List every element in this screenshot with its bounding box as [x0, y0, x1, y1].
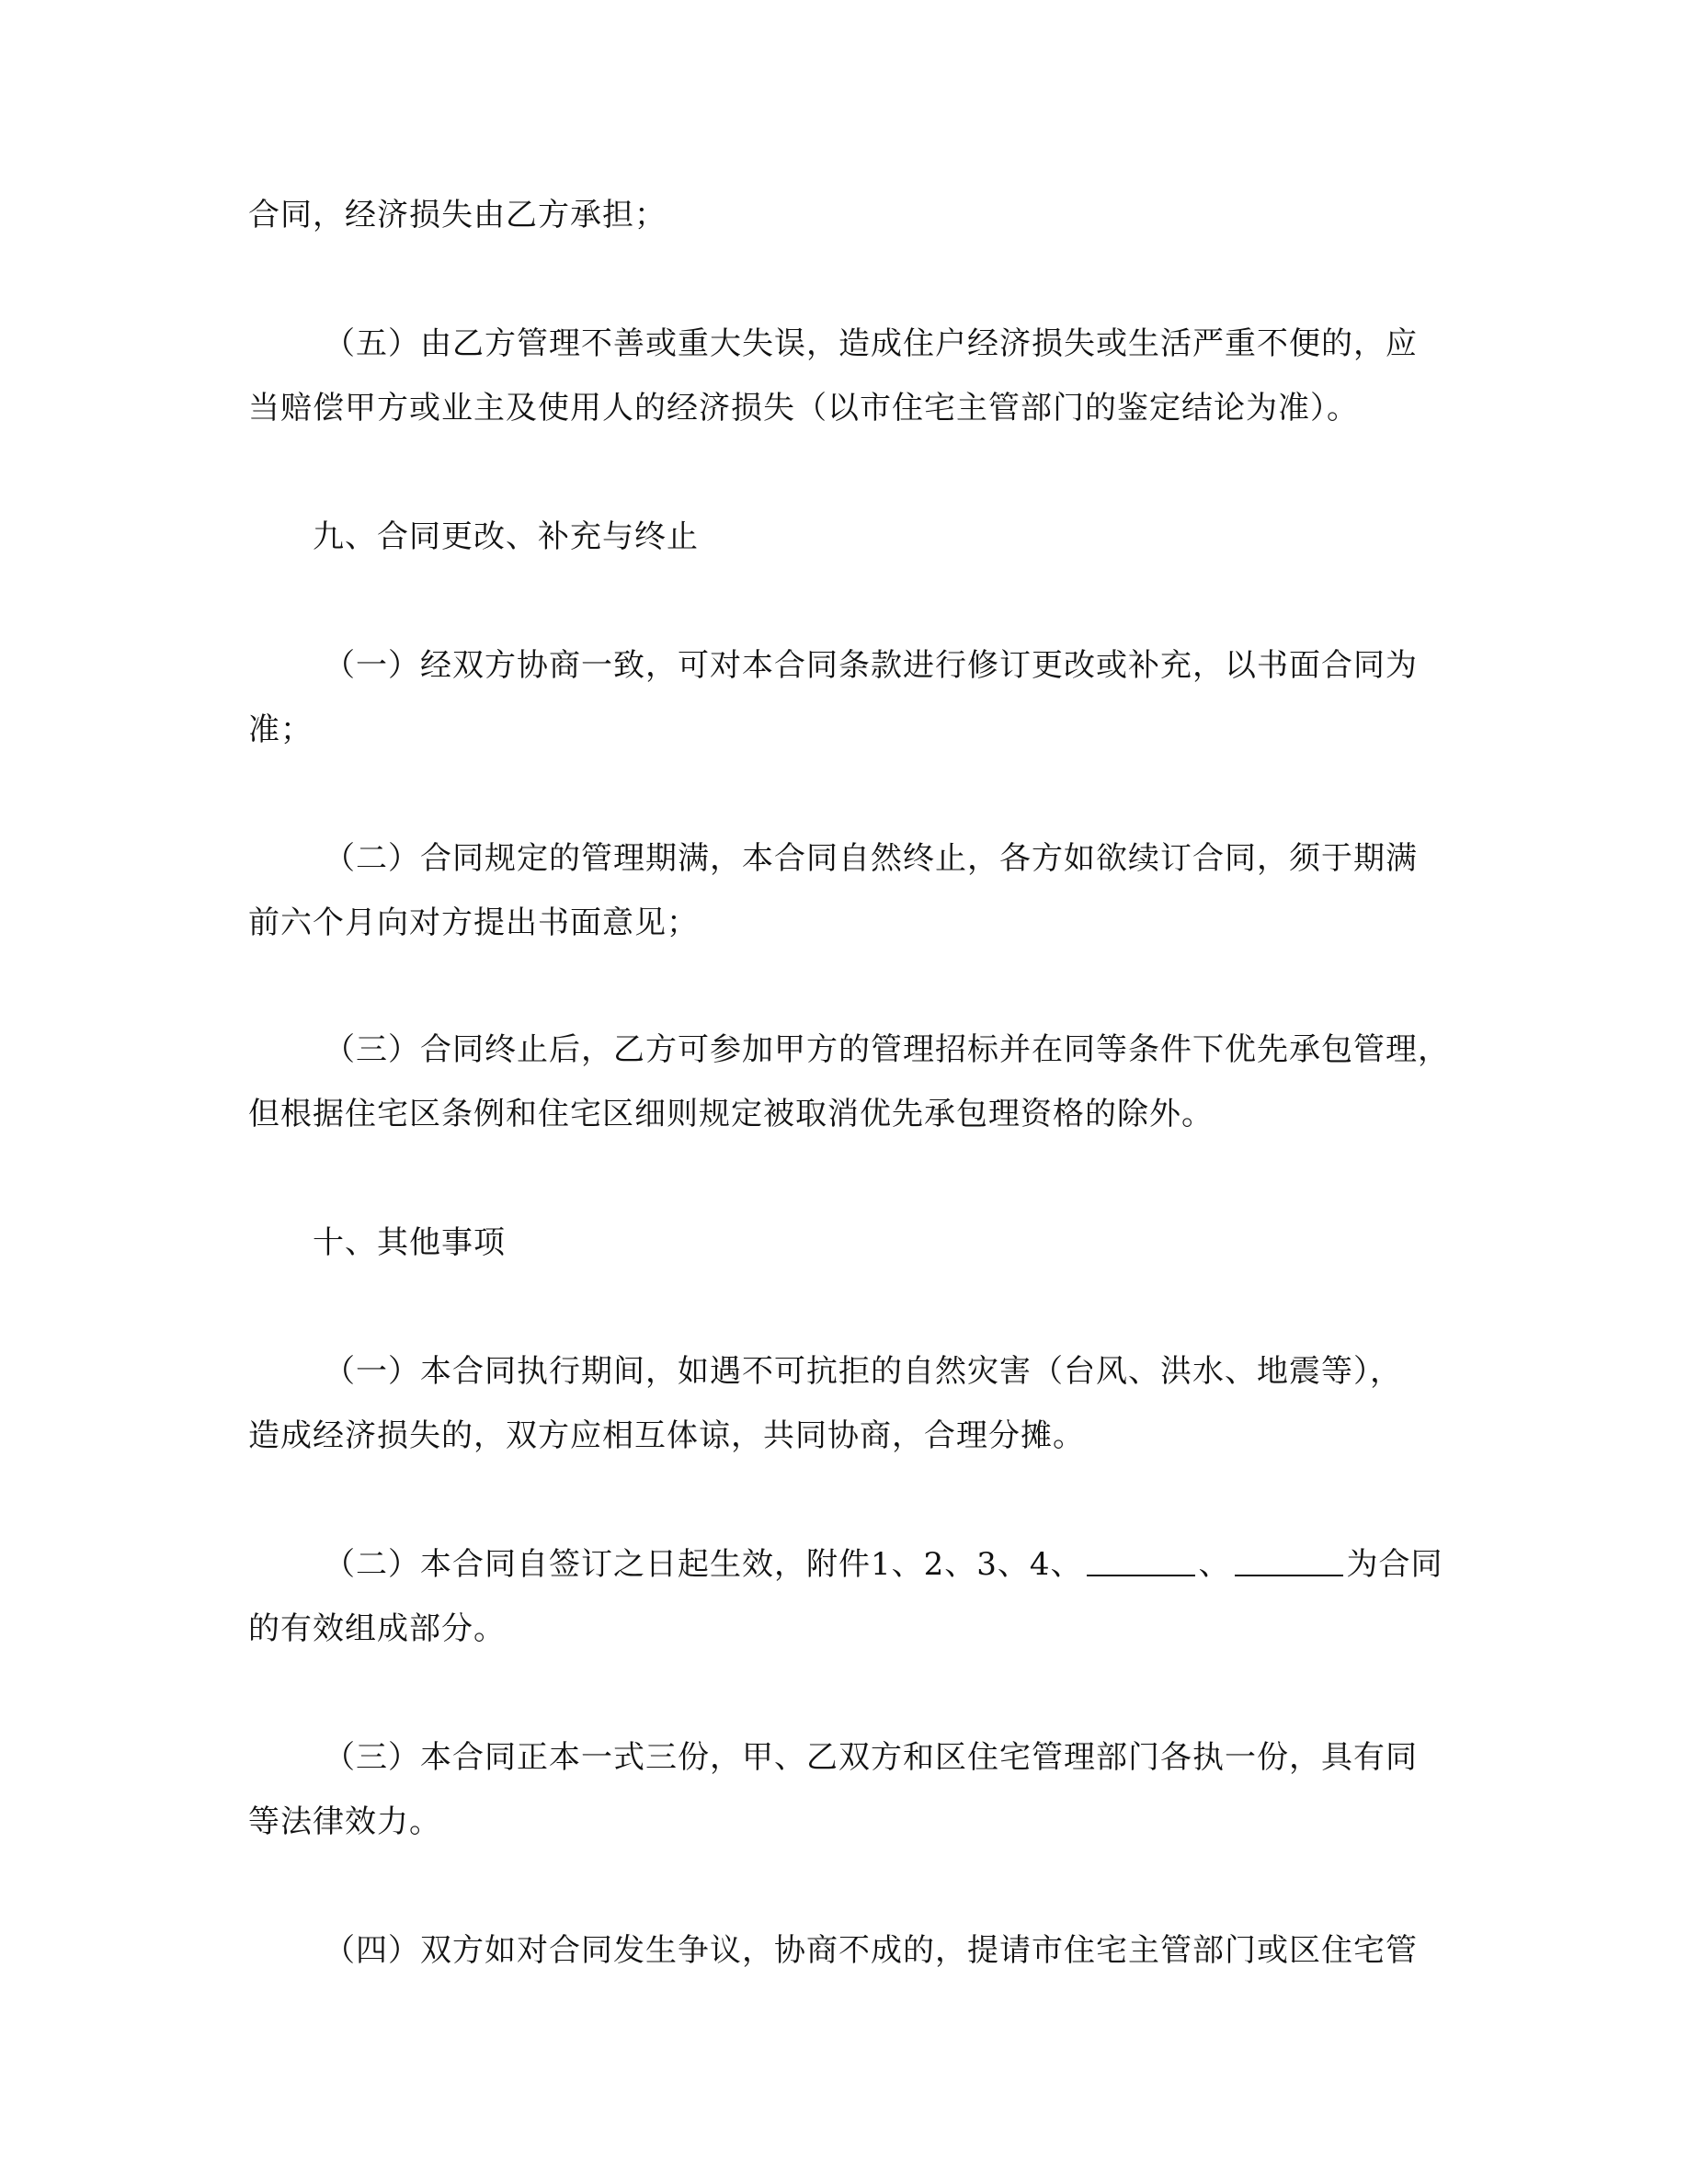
section-heading-nine: 九、合同更改、补充与终止: [313, 518, 699, 555]
section-nine-item-3-line-1: （三）合同终止后，乙方可参加甲方的管理招标并在同等条件下优先承包管理，: [324, 1031, 1450, 1068]
section-ten-item-3-line-1: （三）本合同正本一式三份，甲、乙双方和区住宅管理部门各执一份，具有同: [324, 1739, 1418, 1776]
text-line: 合同，经济损失由乙方承担；: [248, 197, 667, 233]
section-ten-item-4-line-1: （四）双方如对合同发生争议，协商不成的，提请市住宅主管部门或区住宅管: [324, 1932, 1418, 1969]
section-nine-item-1-line-2: 准；: [248, 711, 313, 748]
section-ten-item-3-line-2: 等法律效力。: [248, 1803, 441, 1840]
section-nine-item-2-line-2: 前六个月向对方提出书面意见；: [248, 904, 699, 941]
fill-in-blank: [1235, 1547, 1343, 1576]
section-ten-item-1-line-2: 造成经济损失的，双方应相互体谅，共同协商，合理分摊。: [248, 1417, 1085, 1454]
section-nine-item-2-line-1: （二）合同规定的管理期满，本合同自然终止，各方如欲续订合同，须于期满: [324, 840, 1418, 877]
section-heading-ten: 十、其他事项: [313, 1224, 506, 1261]
section-ten-item-2-line-1: [324, 1546, 1443, 1583]
paragraph-five-line-2: 当赔偿甲方或业主及使用人的经济损失（以市住宅主管部门的鉴定结论为准）。: [248, 390, 1359, 427]
fill-in-blank: [1087, 1547, 1195, 1576]
section-nine-item-3-line-2: 但根据住宅区条例和住宅区细则规定被取消优先承包理资格的除外。: [248, 1096, 1214, 1132]
text-segment: （二）本合同自签订之日起生效，附件1、2、3、4、: [324, 1546, 1083, 1583]
section-ten-item-1-line-1: （一）本合同执行期间，如遇不可抗拒的自然灾害（台风、洪水、地震等），: [324, 1353, 1402, 1390]
text-segment: 为合同: [1346, 1546, 1443, 1583]
text-segment: 、: [1198, 1546, 1231, 1583]
section-ten-item-2-line-2: 的有效组成部分。: [248, 1610, 506, 1647]
paragraph-five-line-1: （五）由乙方管理不善或重大失误，造成住户经济损失或生活严重不便的，应: [324, 325, 1418, 362]
section-nine-item-1-line-1: （一）经双方协商一致，可对本合同条款进行修订更改或补充，以书面合同为: [324, 647, 1418, 684]
